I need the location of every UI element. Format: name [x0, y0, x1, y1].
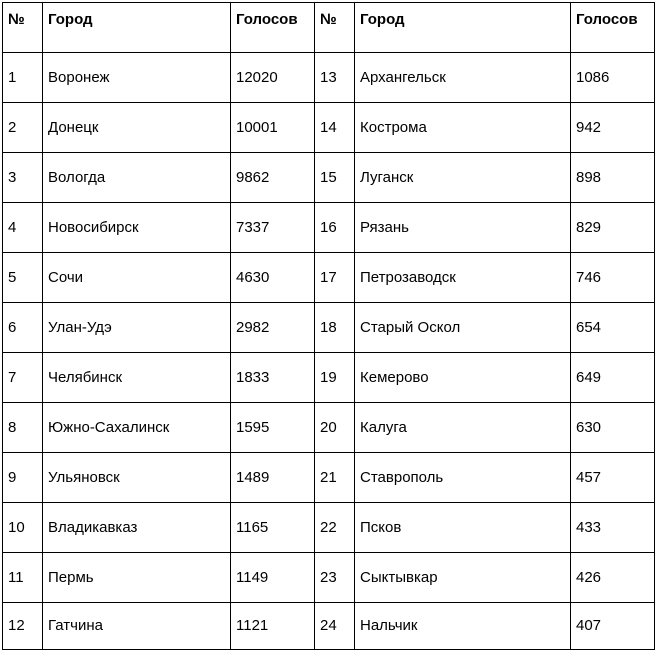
vote-count-cell: 2982 [231, 303, 315, 353]
row-number-cell: 21 [315, 453, 355, 503]
row-number-cell: 13 [315, 53, 355, 103]
table-row [3, 153, 655, 203]
city-name-cell: Старый Оскол [355, 303, 571, 353]
vote-count-cell: 457 [571, 453, 655, 503]
city-name-cell: Донецк [43, 103, 231, 153]
table-row [3, 503, 655, 553]
row-number-cell: 24 [315, 603, 355, 650]
row-number-cell: 11 [3, 553, 43, 603]
vote-count-cell: 433 [571, 503, 655, 553]
row-number-cell: 6 [3, 303, 43, 353]
table-row [3, 103, 655, 153]
city-name-cell: Вологда [43, 153, 231, 203]
city-name-cell: Южно-Сахалинск [43, 403, 231, 453]
votes-table [2, 2, 655, 650]
city-name-cell: Улан-Удэ [43, 303, 231, 353]
table-row [3, 303, 655, 353]
city-name-cell: Ульяновск [43, 453, 231, 503]
city-name-cell: Сочи [43, 253, 231, 303]
row-number-cell: 17 [315, 253, 355, 303]
row-number-cell: 2 [3, 103, 43, 153]
vote-count-cell: 1086 [571, 53, 655, 103]
table-header-row [3, 3, 655, 53]
city-name-cell: Кемерово [355, 353, 571, 403]
table-row [3, 403, 655, 453]
city-name-cell: Челябинск [43, 353, 231, 403]
header-city: Город [43, 3, 231, 53]
row-number-cell: 12 [3, 603, 43, 650]
table-row [3, 353, 655, 403]
city-name-cell: Воронеж [43, 53, 231, 103]
vote-count-cell: 7337 [231, 203, 315, 253]
vote-count-cell: 630 [571, 403, 655, 453]
table-row [3, 53, 655, 103]
row-number-cell: 10 [3, 503, 43, 553]
row-number-cell: 8 [3, 403, 43, 453]
city-name-cell: Рязань [355, 203, 571, 253]
row-number-cell: 5 [3, 253, 43, 303]
table-row [3, 553, 655, 603]
vote-count-cell: 9862 [231, 153, 315, 203]
vote-count-cell: 12020 [231, 53, 315, 103]
vote-count-cell: 649 [571, 353, 655, 403]
vote-count-cell: 1595 [231, 403, 315, 453]
vote-count-cell: 426 [571, 553, 655, 603]
row-number-cell: 18 [315, 303, 355, 353]
city-name-cell: Пермь [43, 553, 231, 603]
city-name-cell: Петрозаводск [355, 253, 571, 303]
vote-count-cell: 407 [571, 603, 655, 650]
header-number: № [315, 3, 355, 53]
vote-count-cell: 898 [571, 153, 655, 203]
row-number-cell: 14 [315, 103, 355, 153]
city-name-cell: Архангельск [355, 53, 571, 103]
vote-count-cell: 654 [571, 303, 655, 353]
table-row [3, 603, 655, 650]
header-number: № [3, 3, 43, 53]
row-number-cell: 15 [315, 153, 355, 203]
header-votes: Голосов [231, 3, 315, 53]
city-name-cell: Калуга [355, 403, 571, 453]
city-name-cell: Ставрополь [355, 453, 571, 503]
vote-count-cell: 10001 [231, 103, 315, 153]
city-name-cell: Новосибирск [43, 203, 231, 253]
header-city: Город [355, 3, 571, 53]
vote-count-cell: 1489 [231, 453, 315, 503]
row-number-cell: 16 [315, 203, 355, 253]
row-number-cell: 9 [3, 453, 43, 503]
city-name-cell: Луганск [355, 153, 571, 203]
table-row [3, 453, 655, 503]
table-row [3, 253, 655, 303]
row-number-cell: 3 [3, 153, 43, 203]
table-row [3, 203, 655, 253]
vote-count-cell: 942 [571, 103, 655, 153]
row-number-cell: 19 [315, 353, 355, 403]
row-number-cell: 4 [3, 203, 43, 253]
vote-count-cell: 1165 [231, 503, 315, 553]
row-number-cell: 1 [3, 53, 43, 103]
city-name-cell: Нальчик [355, 603, 571, 650]
row-number-cell: 23 [315, 553, 355, 603]
vote-count-cell: 4630 [231, 253, 315, 303]
vote-count-cell: 1833 [231, 353, 315, 403]
city-name-cell: Гатчина [43, 603, 231, 650]
vote-count-cell: 746 [571, 253, 655, 303]
table-body [3, 53, 655, 650]
city-name-cell: Кострома [355, 103, 571, 153]
header-votes: Голосов [571, 3, 655, 53]
row-number-cell: 20 [315, 403, 355, 453]
row-number-cell: 22 [315, 503, 355, 553]
vote-count-cell: 829 [571, 203, 655, 253]
row-number-cell: 7 [3, 353, 43, 403]
vote-count-cell: 1149 [231, 553, 315, 603]
city-name-cell: Псков [355, 503, 571, 553]
vote-count-cell: 1121 [231, 603, 315, 650]
city-name-cell: Сыктывкар [355, 553, 571, 603]
city-name-cell: Владикавказ [43, 503, 231, 553]
